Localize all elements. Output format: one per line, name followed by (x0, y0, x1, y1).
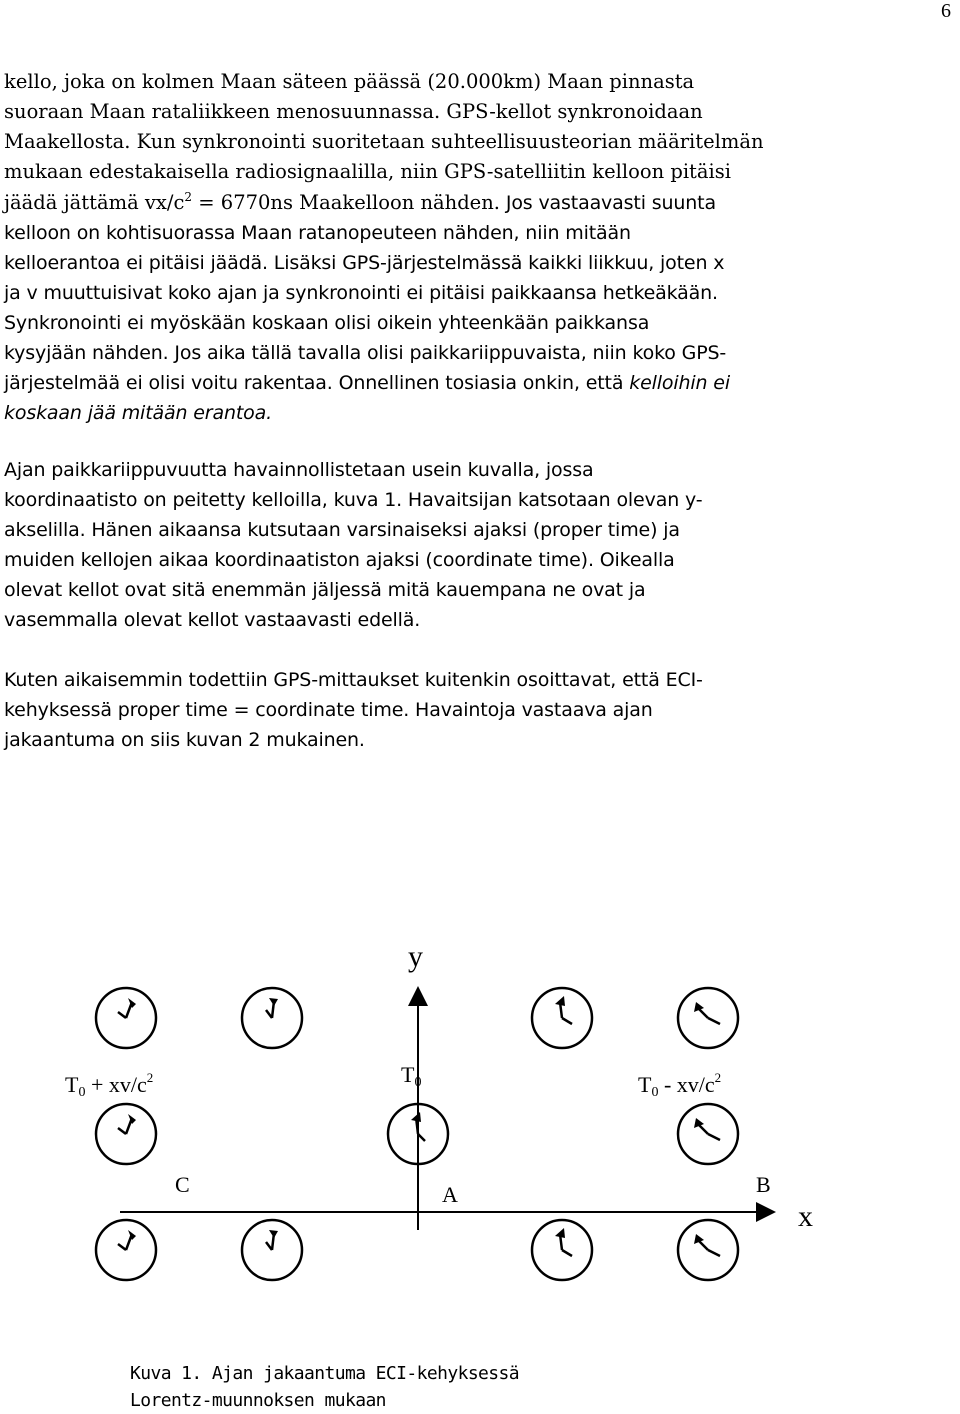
text-line: ja v muuttuisivat koko ajan ja synkronointi ei pitäisi paikkaansa hetkeäkään. (4, 282, 718, 304)
clock-grid-figure (0, 930, 960, 1350)
text-line: kysyjään nähden. Jos aika tällä tavalla olisi paikkariippuvaista, niin koko GPS- (4, 342, 727, 364)
text-segment: järjestelmää ei olisi voitu rakentaa. Onnellinen tosiasia onkin, että (4, 372, 630, 394)
text-line: vasemmalla olevat kellot vastaavasti edellä. (4, 609, 421, 631)
text-line: Maakellosta. Kun synkronointi suoritetaan suhteellisuusteorian määritelmän (4, 130, 764, 153)
clock-icon (678, 988, 738, 1048)
point-label-b: B (756, 1172, 771, 1197)
y-axis-label: y (408, 940, 423, 973)
time-label-left: $T0 + xv/c^2$ (65, 1070, 154, 1100)
text-line: muiden kellojen aikaa koordinaatiston ajaksi (coordinate time). Oikealla (4, 549, 675, 571)
text-line: jakaantuma on siis kuvan 2 mukainen. (4, 729, 365, 751)
clock-icon (678, 1104, 738, 1164)
clock-icon (532, 1220, 592, 1280)
caption-line: Lorentz-muunnoksen mukaan (130, 1390, 386, 1411)
time-label-right: $T0 - xv/c^2$ (638, 1070, 722, 1100)
text-line: suoraan Maan rataliikkeen menosuunnassa. GPS-kellot synkronoidaan (4, 100, 703, 123)
time-label-center: T0 (401, 1062, 422, 1090)
italic-text: kelloihin ei (629, 372, 730, 394)
page-number: 6 (941, 0, 951, 22)
text-line: koordinaatisto on peitetty kelloilla, kuva 1. Havaitsijan katsotaan olevan y- (4, 489, 703, 511)
text-segment: jäädä jättämä vx/c (4, 191, 185, 214)
text-line: kello, joka on kolmen Maan säteen päässä (20.000km) Maan pinnasta (4, 70, 695, 93)
caption-line: Kuva 1. Ajan jakaantuma ECI-kehyksessä (130, 1363, 520, 1384)
text-line: kelloerantoa ei pitäisi jäädä. Lisäksi GPS-järjestelmässä kaikki liikkuu, joten x (4, 252, 725, 274)
text-line: Kuten aikaisemmin todettiin GPS-mittaukset kuitenkin osoittavat, että ECI- (4, 669, 703, 691)
text-segment: Jos vastaavasti suunta (499, 192, 716, 214)
text-line: koskaan jää mitään erantoa. (4, 402, 272, 424)
text-line: kelloon on kohtisuorassa Maan ratanopeuteen nähden, niin mitään (4, 222, 631, 244)
text-line (4, 187, 952, 218)
paragraph-synchronization (4, 67, 952, 428)
text-line: olevat kellot ovat sitä enemmän jäljessä mitä kauempana ne ovat ja (4, 579, 646, 601)
point-label-a: A (442, 1182, 458, 1207)
clock-icon (242, 988, 302, 1048)
clock-icon (96, 1104, 156, 1164)
text-segment: = 6770ns Maakelloon nähden. (192, 191, 500, 214)
clock-icon (96, 1220, 156, 1280)
clock-icon (96, 988, 156, 1048)
text-line: mukaan edestakaisella radiosignaalilla, niin GPS-satelliitin kelloon pitäisi (4, 160, 732, 183)
x-axis-label: x (798, 1200, 813, 1233)
point-label-c: C (175, 1172, 190, 1197)
superscript: 2 (184, 190, 193, 204)
text-line: kehyksessä proper time = coordinate time. Havaintoja vastaava ajan (4, 699, 653, 721)
figure-caption (130, 1360, 519, 1414)
text-line: Synkronointi ei myöskään koskaan olisi oikein yhteenkään paikkansa (4, 312, 650, 334)
text-line: Ajan paikkariippuvuutta havainnollistetaan usein kuvalla, jossa (4, 459, 594, 481)
paragraph-gps-measurements (4, 665, 952, 755)
paragraph-clock-illustration (4, 455, 952, 635)
clock-icon (532, 988, 592, 1048)
text-line: akselilla. Hänen aikaansa kutsutaan varsinaiseksi ajaksi (proper time) ja (4, 519, 680, 541)
clock-icon (242, 1220, 302, 1280)
text-line (4, 368, 952, 398)
clock-icon (678, 1220, 738, 1280)
